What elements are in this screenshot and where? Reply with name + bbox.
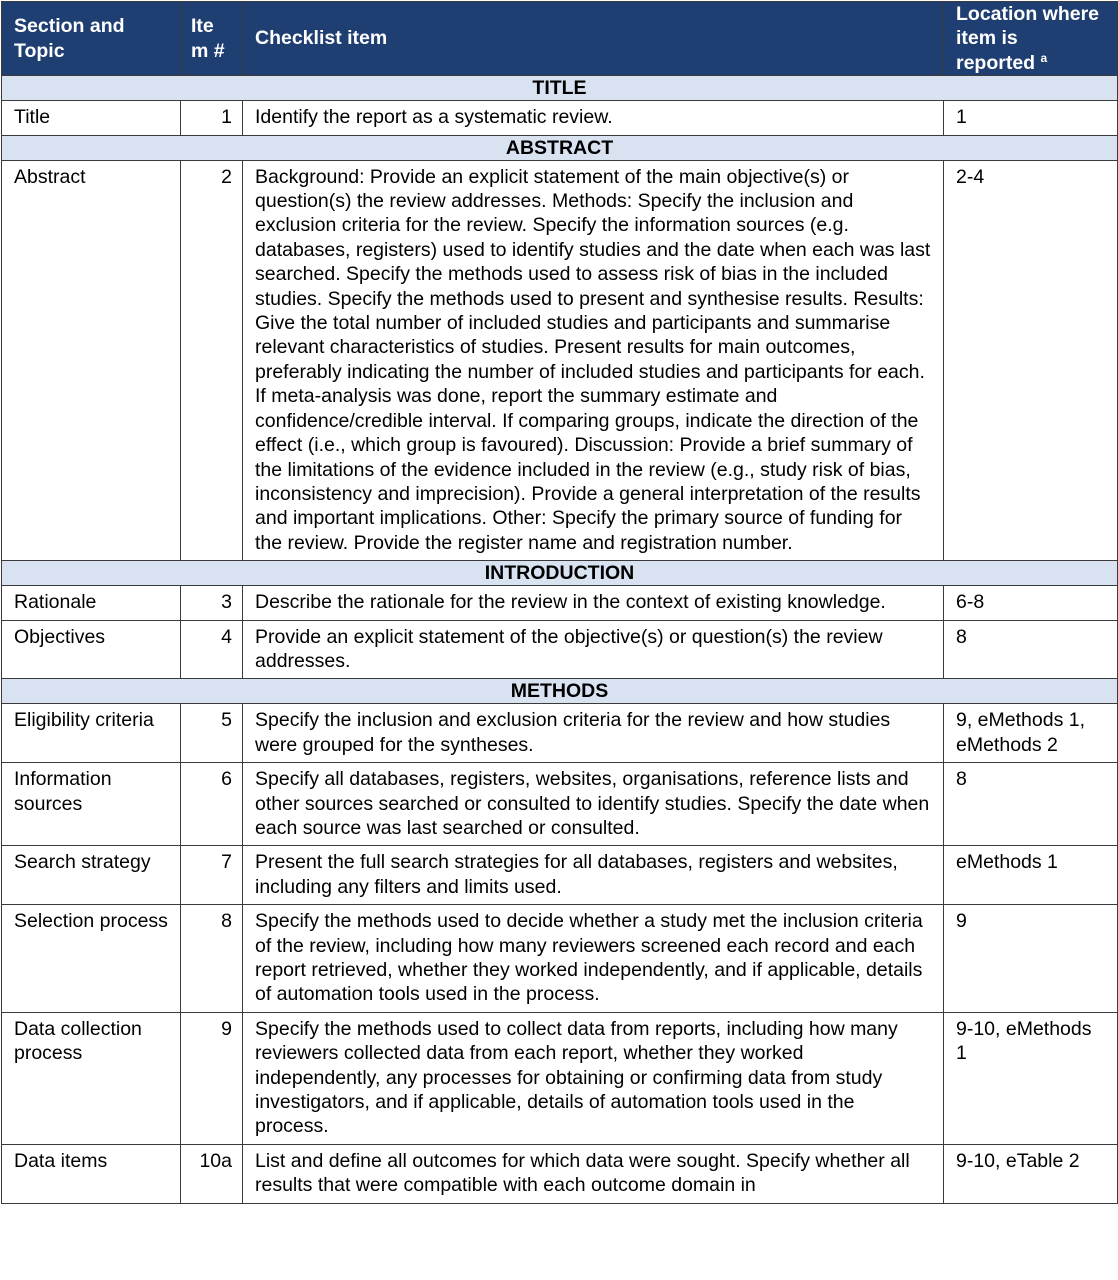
table-row [2,586,1118,620]
row-location: 6-8 [944,586,1118,620]
row-checklist-item: Provide an explicit statement of the objective(s) or question(s) the review addresses. [243,620,944,679]
row-location: 8 [944,763,1118,846]
row-location: eMethods 1 [944,846,1118,905]
section-abstract-label: ABSTRACT [2,135,1118,160]
row-topic: Title [2,101,181,135]
table-row [2,763,1118,846]
row-topic: Selection process [2,905,181,1013]
section-row-methods [2,679,1118,704]
section-row-title [2,76,1118,101]
header-location [944,2,1118,76]
row-topic: Information sources [2,763,181,846]
row-item-number: 2 [181,160,243,561]
table-row [2,160,1118,561]
row-topic: Data collection process [2,1012,181,1144]
table-row [2,620,1118,679]
row-location: 1 [944,101,1118,135]
header-location-text: Location where item is reported [956,3,1100,74]
row-checklist-item: Describe the rationale for the review in the context of existing knowledge. [243,586,944,620]
table-row [2,1144,1118,1203]
header-item-number [181,2,243,76]
header-row [2,2,1118,76]
section-title-label: TITLE [2,76,1118,101]
header-item-number-line1: Ite [191,15,214,38]
row-topic: Eligibility criteria [2,704,181,763]
row-location: 9-10, eMethods 1 [944,1012,1118,1144]
row-item-number: 3 [181,586,243,620]
table-row [2,704,1118,763]
header-checklist-item: Checklist item [243,2,944,76]
section-row-introduction [2,561,1118,586]
prisma-checklist-table [1,1,1118,1204]
row-checklist-item: List and define all outcomes for which data were sought. Specify whether all results that were compatible with each outcome domain in [243,1144,944,1203]
row-item-number: 10a [181,1144,243,1203]
row-item-number: 4 [181,620,243,679]
row-item-number: 9 [181,1012,243,1144]
header-item-number-line2: m # [191,39,225,62]
row-topic: Rationale [2,586,181,620]
row-location: 9 [944,905,1118,1013]
row-location: 9-10, eTable 2 [944,1144,1118,1203]
row-topic: Abstract [2,160,181,561]
row-topic: Search strategy [2,846,181,905]
header-location-footnote: a [1040,50,1048,65]
header-section-topic: Section and Topic [2,2,181,76]
row-checklist-item: Specify the methods used to collect data from reports, including how many reviewers collected data from each report, whether they worked independently, any processes for obtaining or confirming data from study investigators, and if applicable, details of automation tools used in the process. [243,1012,944,1144]
row-topic: Data items [2,1144,181,1203]
table-row [2,1012,1118,1144]
row-location: 2-4 [944,160,1118,561]
row-item-number: 7 [181,846,243,905]
row-checklist-item: Specify the methods used to decide whether a study met the inclusion criteria of the review, including how many reviewers screened each record and each report retrieved, whether they worked independently, and if applicable, details of automation tools used in the process. [243,905,944,1013]
row-item-number: 1 [181,101,243,135]
row-checklist-item: Present the full search strategies for all databases, registers and websites, including any filters and limits used. [243,846,944,905]
table-row [2,101,1118,135]
row-item-number: 6 [181,763,243,846]
row-checklist-item: Identify the report as a systematic review. [243,101,944,135]
section-methods-label: METHODS [2,679,1118,704]
row-location: 8 [944,620,1118,679]
row-item-number: 8 [181,905,243,1013]
row-topic: Objectives [2,620,181,679]
row-checklist-item: Background: Provide an explicit statement of the main objective(s) or question(s) the review addresses. Methods: Specify the inclusion and exclusion criteria for the review. Specify the information sources (e.g. databases, registers) used to identify studies and the date when each was last searched. Specify the methods used to assess risk of bias in the included studies. Specify the methods used to present and synthesise results. Results: Give the total number of included studies and participants and summarise relevant characteristics of studies. Present results for main outcomes, preferably indicating the number of included studies and participants for each. If meta-analysis was done, report the summary estimate and confidence/credible interval. If comparing groups, indicate the direction of the effect (i.e., which group is favoured). Discussion: Provide a brief summary of the limitations of the evidence included in the review (e.g., study risk of bias, inconsistency and imprecision). Provide a general interpretation of the results and important implications. Other: Specify the primary source of funding for the review. Provide the register name and registration number. [243,160,944,561]
row-checklist-item: Specify the inclusion and exclusion criteria for the review and how studies were grouped for the syntheses. [243,704,944,763]
section-introduction-label: INTRODUCTION [2,561,1118,586]
row-checklist-item: Specify all databases, registers, websites, organisations, reference lists and other sources searched or consulted to identify studies. Specify the date when each source was last searched or consulted. [243,763,944,846]
table-row [2,846,1118,905]
row-item-number: 5 [181,704,243,763]
section-row-abstract [2,135,1118,160]
row-location: 9, eMethods 1, eMethods 2 [944,704,1118,763]
table-row [2,905,1118,1013]
